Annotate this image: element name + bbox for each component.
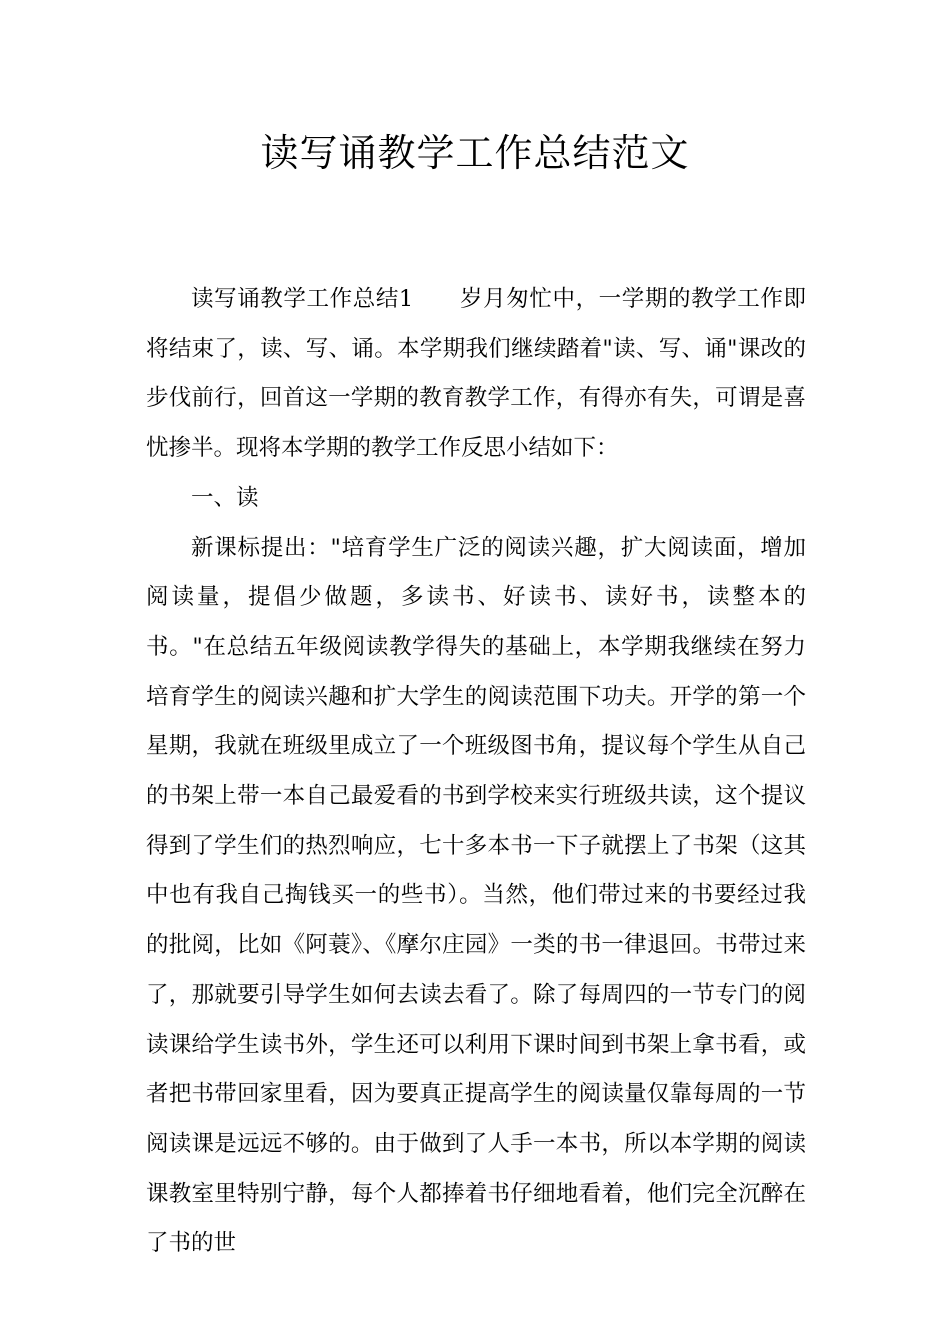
document-title: 读写诵教学工作总结范文 xyxy=(260,131,690,175)
document-body xyxy=(146,275,806,1269)
paragraph-read: 新课标提出："培育学生广泛的阅读兴趣，扩大阅读面，增加阅读量，提倡少做题，多读书、好读书、读好书，读整本的书。"在总结五年级阅读教学得失的基础上，本学期我继续在努力培育学生的阅读兴趣和扩大学生的阅读范围下功夫。开学的第一个星期，我就在班级里成立了一个班级图书角，提议每个学生从自己的书架上带一本自己最爱看的书到学校来实行班级共读，这个提议得到了学生们的热烈响应，七十多本书一下子就摆上了书架（这其中也有我自己掏钱买一的些书）。当然，他们带过来的书要经过我的批阅，比如《阿蓑》、《摩尔庄园》一类的书一律退回。书带过来了，那就要引导学生如何去读去看了。除了每周四的一节专门的阅读课给学生读书外，学生还可以利用下课时间到书架上拿书看，或者把书带回家里看，因为要真正提高学生的阅读量仅靠每周的一节阅读课是远远不够的。由于做到了人手一本书，所以本学期的阅读课教室里特别宁静，每个人都捧着书仔细地看着，他们完全沉醉在了书的世 xyxy=(146,534,806,1257)
paragraph-intro: 读写诵教学工作总结1 岁月匆忙中，一学期的教学工作即将结束了，读、写、诵。本学期我们继续踏着"读、写、诵"课改的步伐前行，回首这一学期的教育教学工作，有得亦有失，可谓是喜忧掺半。现将本学期的教学工作反思小结如下： xyxy=(146,286,806,462)
section-heading-read: 一、读 xyxy=(191,484,259,511)
